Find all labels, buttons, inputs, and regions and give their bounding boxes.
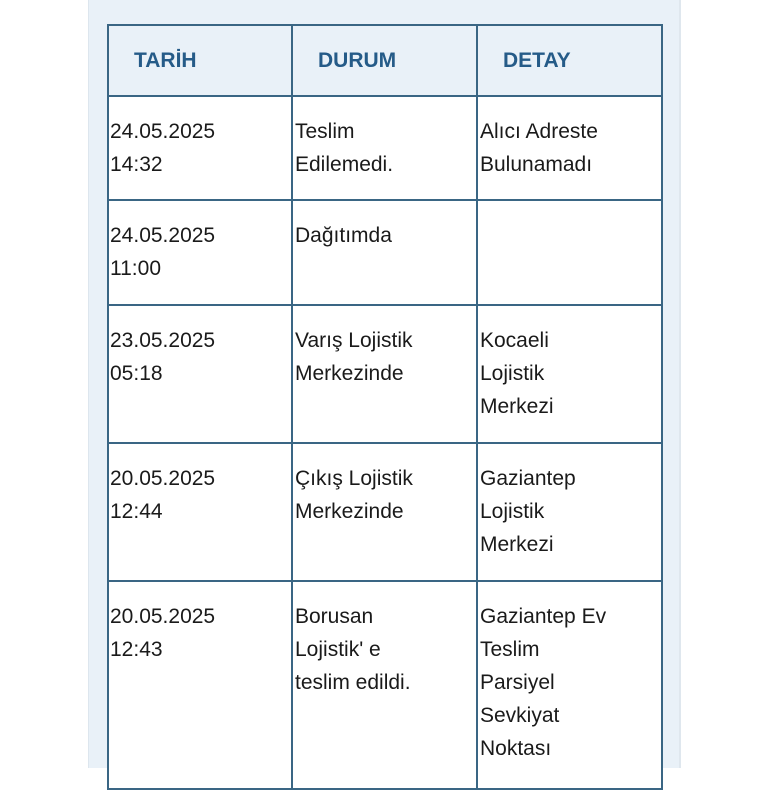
date-cell [108,96,292,200]
status-cell [292,581,477,789]
status-text: Borusan Lojistik' e teslim edildi. [295,605,411,694]
detail-text: Gaziantep Ev Teslim Parsiyel Sevkiyat Noktası [480,605,607,760]
detail-cell [477,581,662,789]
detail-text: Kocaeli Lojistik Merkezi [480,329,554,418]
date-cell [108,200,292,305]
status-text: Çıkış Lojistik Merkezinde [295,467,413,523]
column-header-status: DURUM [292,25,477,96]
date-text: 24.05.2025 11:00 [110,224,216,280]
detail-text: Alıcı Adreste Bulunamadı [480,120,598,176]
status-cell [292,305,477,443]
status-text: Dağıtımda [295,224,392,247]
table-header-row [108,25,662,96]
detail-cell [477,305,662,443]
date-cell [108,443,292,581]
shipment-history-table [107,24,663,790]
date-text: 23.05.2025 05:18 [110,329,216,385]
table-row [108,443,662,581]
table-row [108,581,662,789]
status-text: Teslim Edilemedi. [295,120,394,176]
table-row [108,200,662,305]
status-cell [292,96,477,200]
date-text: 24.05.2025 14:32 [110,120,216,176]
status-cell [292,200,477,305]
table-row [108,305,662,443]
date-text: 20.05.2025 12:44 [110,467,216,523]
column-header-detail: DETAY [477,25,662,96]
detail-cell [477,200,662,305]
detail-text: Gaziantep Lojistik Merkezi [480,467,576,556]
status-text: Varış Lojistik Merkezinde [295,329,413,385]
column-header-date: TARİH [108,25,292,96]
date-text: 20.05.2025 12:43 [110,605,216,661]
table-row [108,96,662,200]
date-cell [108,581,292,789]
detail-cell [477,443,662,581]
detail-cell [477,96,662,200]
date-cell [108,305,292,443]
status-cell [292,443,477,581]
